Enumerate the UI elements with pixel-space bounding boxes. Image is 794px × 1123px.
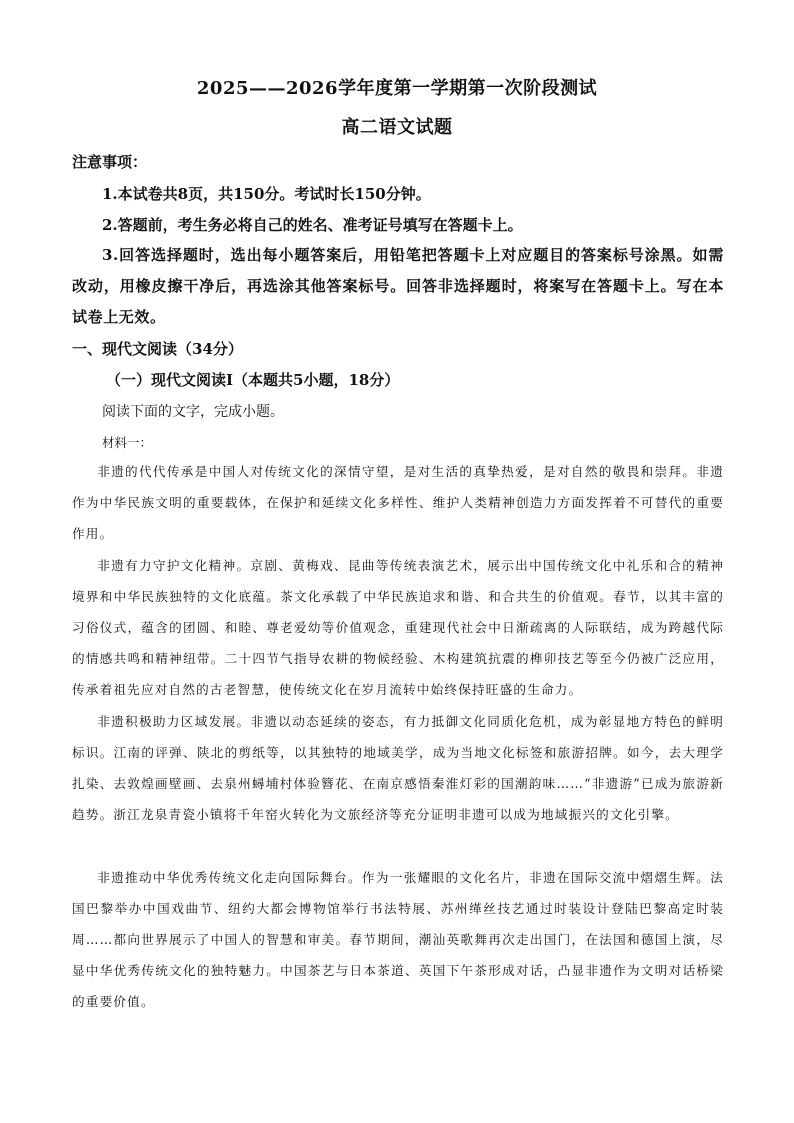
section-heading: 一、现代文阅读（34分） <box>72 340 243 358</box>
reading-instruction: 阅读下面的文字，完成小题。 <box>102 404 284 420</box>
notice-item-1: 1.本试卷共8页，共150分。考试时长150分钟。 <box>102 185 431 203</box>
notice-item-3: 3.回答选择题时，选出每小题答案后，用铅笔把答题卡上对应题目的答案标号涂黑。如需改动，用橡皮擦干净后，再选涂其他答案标号。回答非选择题时，将案写在答题卡上。写在本试卷上无效。 <box>72 246 724 326</box>
section-subheading: （一）现代文阅读Ⅰ（本题共5小题，18分） <box>106 371 400 389</box>
notice-item-2: 2.答题前，考生务必将自己的姓名、准考证号填写在答题卡上。 <box>102 216 523 234</box>
material-paragraph: 非遗有力守护文化精神。京剧、黄梅戏、昆曲等传统表演艺术，展示出中国传统文化中礼乐和合的精神境界和中华民族独特的文化底蕴。茶文化承载了中华民族追求和谐、和合共生的价值观。春节，以其丰富的习俗仪式，蕴含的团圆、和睦、尊老爱幼等价值观念，重建现代社会中日渐疏离的人际联结，成为跨越代际的情感共鸣和精神纽带。二十四节气指导农耕的物候经验、木构建筑抗震的榫卯技艺等至今仍被广泛应用，传承着祖先应对自然的古老智慧，使传统文化在岁月流转中始终保持旺盛的生命力。 <box>72 558 724 697</box>
exam-title: 2025——2026学年度第一学期第一次阶段测试 <box>196 78 598 99</box>
notice-label: 注意事项： <box>72 153 148 171</box>
material-paragraph: 非遗推动中华优秀传统文化走向国际舞台。作为一张耀眼的文化名片，非遗在国际交流中熠熠生辉。法国巴黎举办中国戏曲节、纽约大都会博物馆举行书法特展、苏州缂丝技艺通过时装设计登陆巴黎高定时装周……都向世界展示了中国人的智慧和审美。春节期间，潮汕英歌舞再次走出国门，在法国和德国上演，尽显中华优秀传统文化的独特魅力。中国茶艺与日本茶道、英国下午茶形成对话，凸显非遗作为文明对话桥梁的重要价值。 <box>72 870 724 1009</box>
material-label: 材料一： <box>102 435 153 450</box>
exam-subtitle: 高二语文试题 <box>341 117 453 138</box>
material-paragraph: 非遗积极助力区域发展。非遗以动态延续的姿态，有力抵御文化同质化危机，成为彰显地方特色的鲜明标识。江南的评弹、陕北的剪纸等，以其独特的地域美学，成为当地文化标签和旅游招牌。如今，去大理学扎染、去敦煌画壁画、去泉州蟳埔村体验簪花、在南京感悟秦淮灯彩的国潮韵味……“非遗游”已成为旅游新趋势。浙江龙泉青瓷小镇将千年窑火转化为文旅经济等充分证明非遗可以成为地域振兴的文化引擎。 <box>72 714 724 822</box>
material-paragraph: 非遗的代代传承是中国人对传统文化的深情守望，是对生活的真挚热爱，是对自然的敬畏和崇拜。非遗作为中华民族文明的重要载体，在保护和延续文化多样性、维护人类精神创造力方面发挥着不可替代的重要作用。 <box>72 464 724 541</box>
